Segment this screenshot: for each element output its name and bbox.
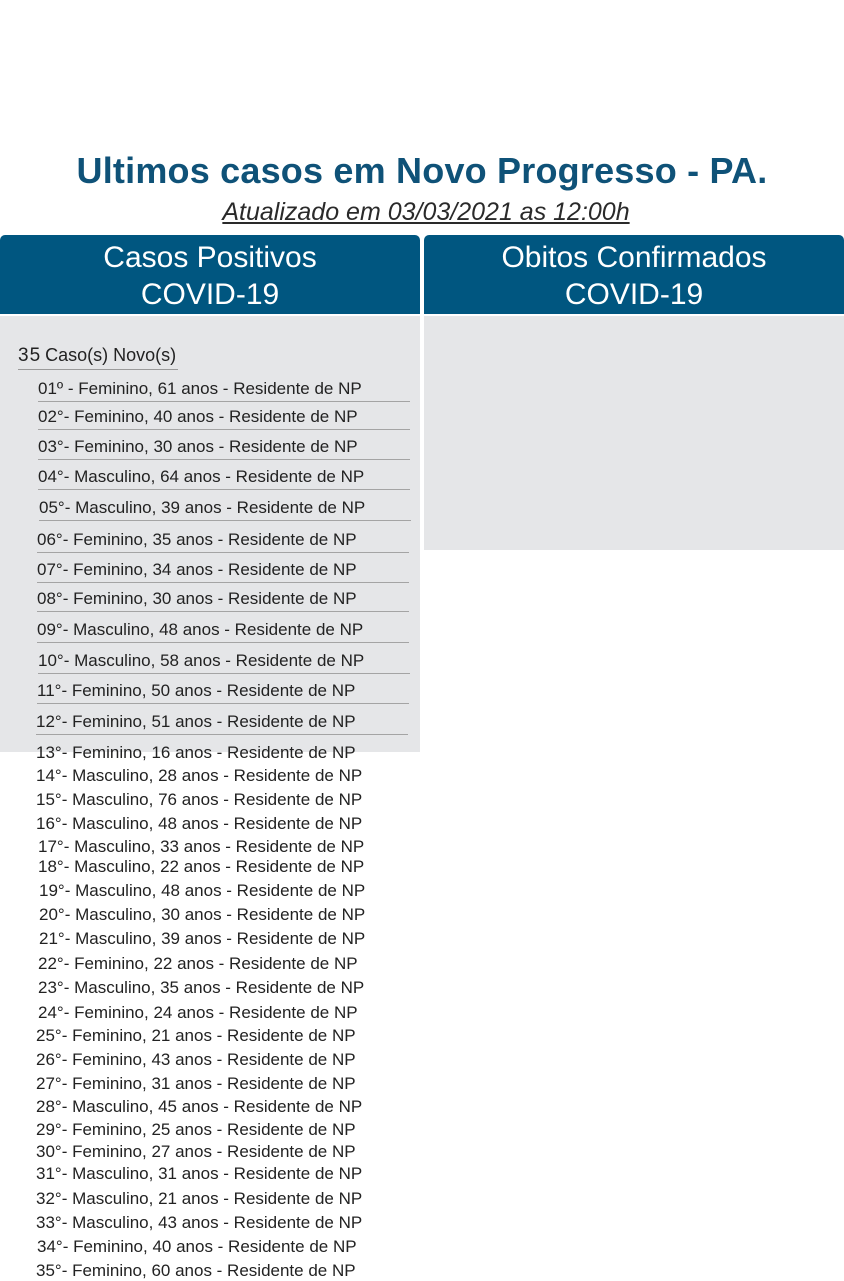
case-item: 16°- Masculino, 48 anos - Residente de NP <box>36 814 363 833</box>
new-cases-number: 35 <box>18 345 42 366</box>
case-item: 12°- Feminino, 51 anos - Residente de NP <box>36 712 408 735</box>
case-item: 28°- Masculino, 45 anos - Residente de NP <box>36 1097 363 1116</box>
case-item: 24°- Feminino, 24 anos - Residente de NP <box>38 1003 358 1022</box>
case-item: 04°- Masculino, 64 anos - Residente de NP <box>38 467 410 490</box>
deaths-header <box>424 235 844 314</box>
case-item: 01º - Feminino, 61 anos - Residente de NP <box>38 379 410 402</box>
update-timestamp: Atualizado em 03/03/2021 as 12:00h <box>222 198 630 226</box>
case-item: 03°- Feminino, 30 anos - Residente de NP <box>38 437 410 460</box>
positive-cases-header-line2: COVID-19 <box>140 278 280 311</box>
deaths-panel <box>424 316 844 550</box>
case-item: 27°- Feminino, 31 anos - Residente de NP <box>36 1074 356 1093</box>
case-item: 25°- Feminino, 21 anos - Residente de NP <box>36 1026 356 1045</box>
case-item: 35°- Feminino, 60 anos - Residente de NP <box>36 1261 356 1280</box>
case-item: 14°- Masculino, 28 anos - Residente de NP <box>36 766 363 785</box>
case-item: 19°- Masculino, 48 anos - Residente de NP <box>39 881 366 900</box>
positive-cases-header <box>0 235 420 314</box>
case-item: 32°- Masculino, 21 anos - Residente de NP <box>36 1189 363 1208</box>
case-item: 13°- Feminino, 16 anos - Residente de NP <box>36 743 356 762</box>
case-item: 33°- Masculino, 43 anos - Residente de NP <box>36 1213 363 1232</box>
new-cases-count <box>18 345 178 370</box>
page-title: Ultimos casos em Novo Progresso - PA. <box>76 150 768 191</box>
case-item: 22°- Feminino, 22 anos - Residente de NP <box>38 954 358 973</box>
case-item: 34°- Feminino, 40 anos - Residente de NP <box>37 1237 357 1256</box>
case-item: 08°- Feminino, 30 anos - Residente de NP <box>37 589 409 612</box>
positive-cases-header-line1: Casos Positivos <box>103 241 317 274</box>
case-item: 02°- Feminino, 40 anos - Residente de NP <box>38 407 410 430</box>
deaths-header-line1: Obitos Confirmados <box>501 241 767 274</box>
case-item: 30°- Feminino, 27 anos - Residente de NP <box>36 1142 356 1161</box>
deaths-header-line2: COVID-19 <box>564 278 704 311</box>
case-item: 07°- Feminino, 34 anos - Residente de NP <box>37 560 409 583</box>
new-cases-label: Caso(s) Novo(s) <box>45 345 177 365</box>
case-item: 21°- Masculino, 39 anos - Residente de NP <box>39 929 366 948</box>
case-item: 20°- Masculino, 30 anos - Residente de NP <box>39 905 366 924</box>
case-item: 10°- Masculino, 58 anos - Residente de NP <box>38 651 410 674</box>
case-item: 31°- Masculino, 31 anos - Residente de NP <box>36 1164 363 1183</box>
case-item: 06°- Feminino, 35 anos - Residente de NP <box>37 530 409 553</box>
case-item: 17°- Masculino, 33 anos - Residente de NP <box>38 837 365 856</box>
case-item: 15°- Masculino, 76 anos - Residente de NP <box>36 790 363 809</box>
case-item: 26°- Feminino, 43 anos - Residente de NP <box>36 1050 356 1069</box>
case-item: 18°- Masculino, 22 anos - Residente de NP <box>38 857 365 876</box>
case-item: 05°- Masculino, 39 anos - Residente de NP <box>39 498 411 521</box>
case-item: 11°- Feminino, 50 anos - Residente de NP <box>37 681 409 704</box>
case-item: 23°- Masculino, 35 anos - Residente de NP <box>38 978 365 997</box>
case-item: 29°- Feminino, 25 anos - Residente de NP <box>36 1120 356 1139</box>
case-item: 09°- Masculino, 48 anos - Residente de NP <box>37 620 409 643</box>
